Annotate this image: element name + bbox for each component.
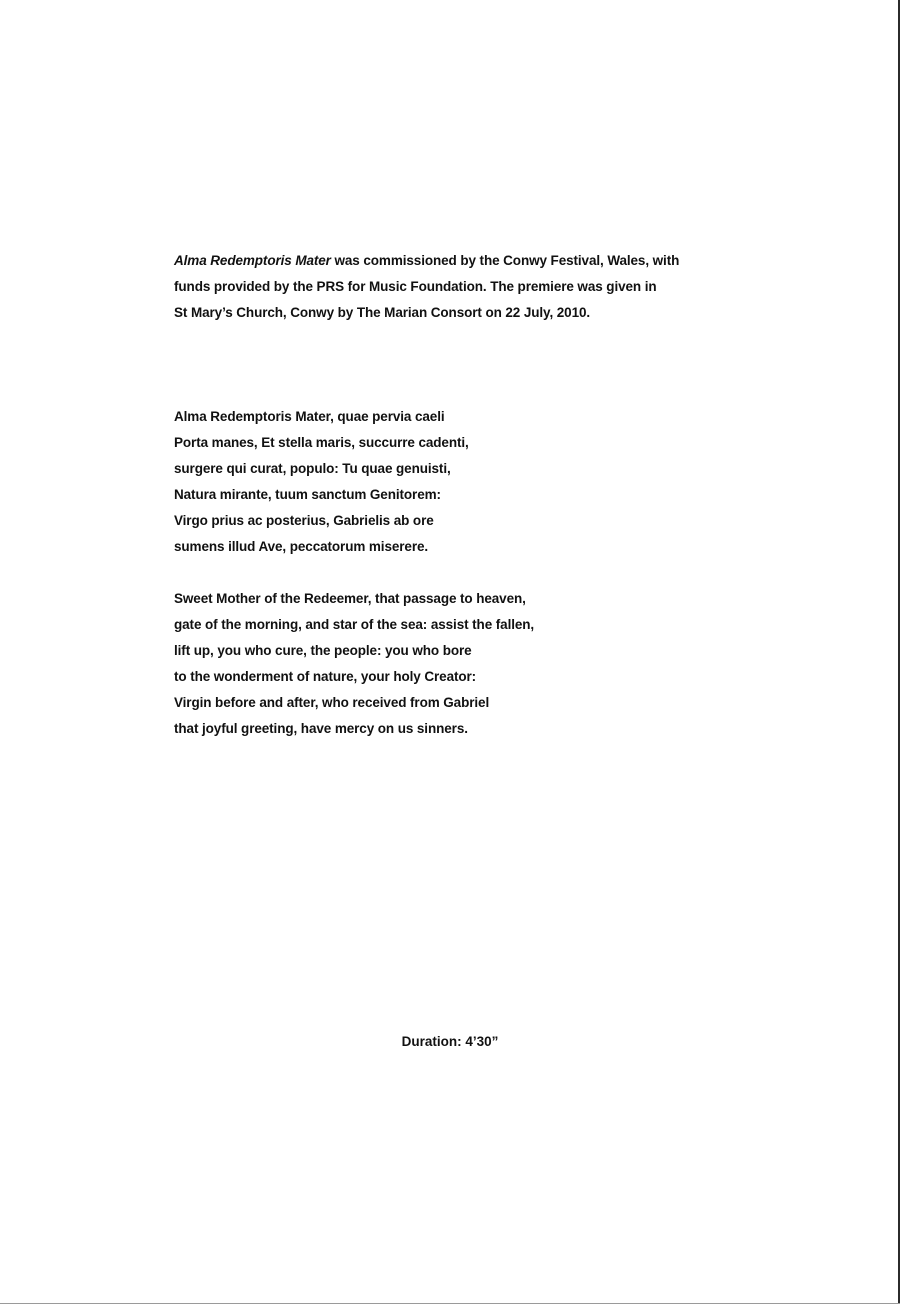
english-line: to the wonderment of nature, your holy Creator: [174, 669, 477, 684]
commission-paragraph [174, 248, 794, 326]
latin-line: Virgo prius ac posterius, Gabrielis ab ore [174, 513, 434, 528]
english-line: that joyful greeting, have mercy on us sinners. [174, 721, 468, 736]
commission-line-1-rest: was commissioned by the Conwy Festival, Wales, with [330, 253, 680, 268]
duration-label: Duration: 4’30” [401, 1034, 499, 1049]
commission-line-2: funds provided by the PRS for Music Foundation. The premiere was given in [174, 279, 657, 294]
latin-line: Porta manes, Et stella maris, succurre cadenti, [174, 435, 469, 450]
english-line: lift up, you who cure, the people: you who bore [174, 643, 472, 658]
latin-line: sumens illud Ave, peccatorum miserere. [174, 539, 429, 554]
latin-text [174, 404, 794, 560]
english-line: Sweet Mother of the Redeemer, that passage to heaven, [174, 591, 526, 606]
latin-line: Natura mirante, tuum sanctum Genitorem: [174, 487, 441, 502]
english-translation [174, 586, 794, 742]
english-line: gate of the morning, and star of the sea: assist the fallen, [174, 617, 535, 632]
commission-line-1 [174, 248, 794, 274]
latin-line: surgere qui curat, populo: Tu quae genuisti, [174, 461, 451, 476]
english-line: Virgin before and after, who received from Gabriel [174, 695, 490, 710]
latin-line: Alma Redemptoris Mater, quae pervia caeli [174, 409, 445, 424]
work-title: Alma Redemptoris Mater [174, 253, 331, 268]
commission-line-3: St Mary’s Church, Conwy by The Marian Consort on 22 July, 2010. [174, 305, 591, 320]
